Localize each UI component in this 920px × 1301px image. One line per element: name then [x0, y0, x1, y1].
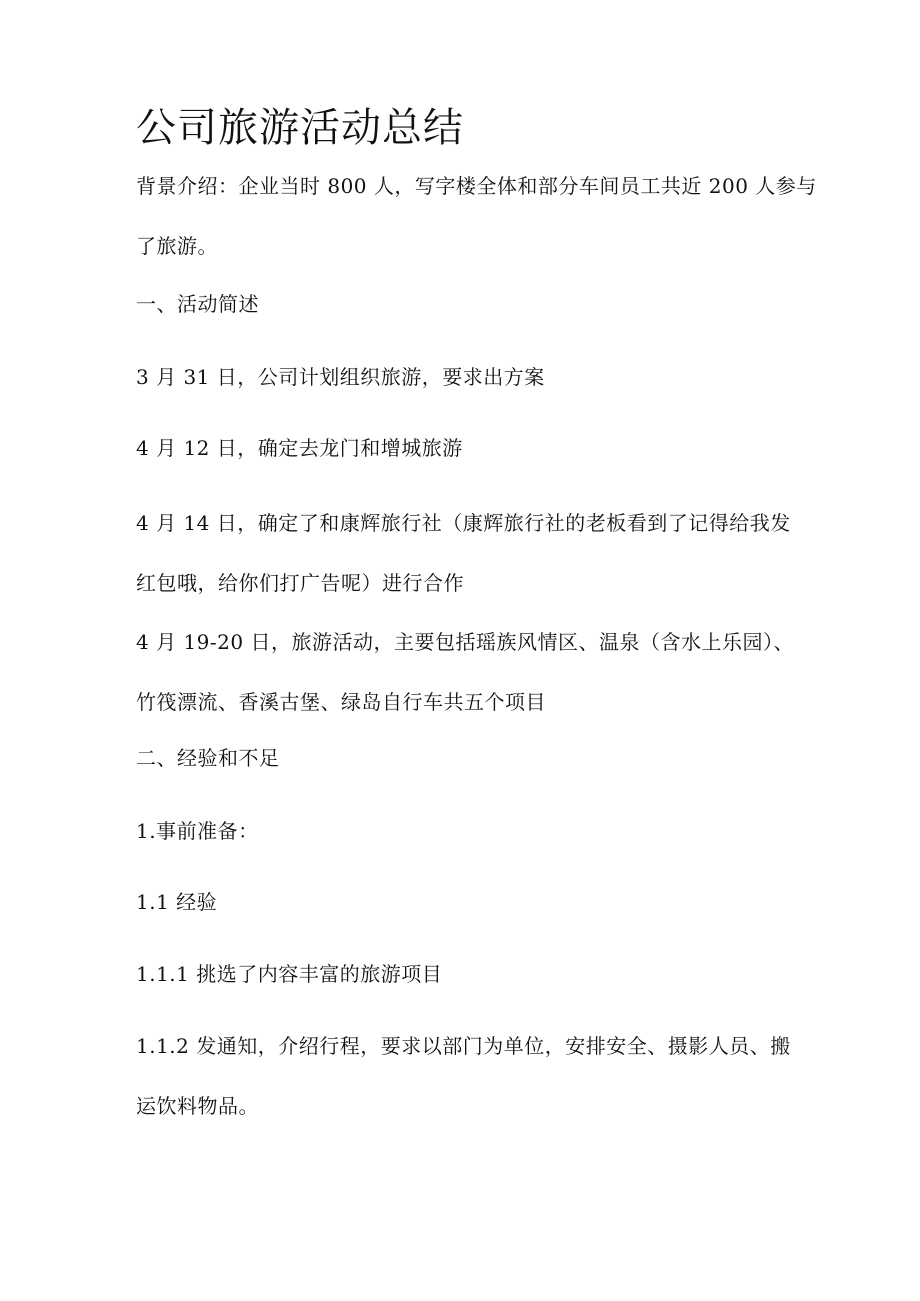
background-line-2: 了旅游。: [136, 234, 218, 258]
experience-item-line-1: 1.1.2 发通知，介绍行程，要求以部门为单位，安排安全、摄影人员、搬: [136, 1034, 791, 1058]
section-heading-activity-summary: [136, 274, 796, 334]
document-title: 公司旅游活动总结: [136, 105, 464, 151]
experience-item-projects: [136, 944, 796, 1004]
experience-heading-text: 1.1 经验: [136, 890, 218, 914]
timeline-item-line-1: 4 月 19-20 日，旅游活动，主要包括瑶族风情区、温泉（含水上乐园）、: [136, 630, 794, 654]
timeline-item-plan: [136, 347, 796, 407]
section-heading-text: 二、经验和不足: [136, 746, 280, 770]
experience-item-line-1: 1.1.1 挑选了内容丰富的旅游项目: [136, 962, 443, 986]
subsection-heading-preparation: [136, 801, 796, 861]
experience-item-notice: [136, 1016, 796, 1136]
section-heading-experience: [136, 728, 796, 788]
timeline-item-trip: [136, 612, 796, 732]
background-line-1: 背景介绍：企业当时 800 人，写字楼全体和部分车间员工共近 200 人参与: [136, 174, 817, 198]
experience-heading: [136, 872, 796, 932]
timeline-item-line-1: 3 月 31 日，公司计划组织旅游，要求出方案: [136, 365, 545, 389]
timeline-item-line-1: 4 月 14 日，确定了和康辉旅行社（康辉旅行社的老板看到了记得给我发: [136, 511, 791, 535]
experience-item-line-2: 运饮料物品。: [136, 1094, 259, 1118]
background-paragraph: [136, 156, 817, 276]
timeline-item-destination: [136, 418, 796, 478]
subsection-heading-text: 1.事前准备：: [136, 819, 259, 843]
timeline-item-line-1: 4 月 12 日，确定去龙门和增城旅游: [136, 436, 463, 460]
timeline-item-line-2: 竹筏漂流、香溪古堡、绿岛自行车共五个项目: [136, 690, 546, 714]
timeline-item-line-2: 红包哦，给你们打广告呢）进行合作: [136, 571, 464, 595]
timeline-item-agency: [136, 493, 796, 613]
section-heading-text: 一、活动简述: [136, 292, 259, 316]
